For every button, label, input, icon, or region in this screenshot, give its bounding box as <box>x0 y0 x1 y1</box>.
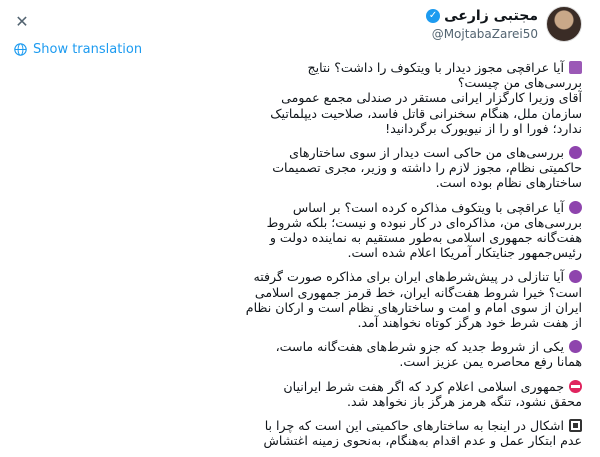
tweet-line <box>18 394 582 409</box>
tweet-line <box>18 433 582 448</box>
tweet-line-text: ساختارهای نظام بوده است. <box>435 175 582 191</box>
tweet-line-text: آیا عراقچی با ویتکوف مذاکره کرده است؟ بر اساس <box>292 199 564 215</box>
tweet-line-text: از هفت شرط خود هرگز کوتاه نخواهند آمد. <box>357 315 582 331</box>
purple-square-icon <box>569 61 582 74</box>
tweet-line-text: است؟ خیرا شروط هفت‌گانه ایران، خط قرمز جمهوری اسلامی <box>254 284 582 300</box>
tweet-line <box>18 300 582 315</box>
tweet-paragraph <box>18 418 582 448</box>
avatar[interactable] <box>546 6 582 42</box>
tweet-line-text: یکی از شروط جدید که جزو شرط‌های هفت‌گانه ماست، <box>275 339 564 355</box>
tweet-line-text: همانا رفع محاصره یمن عزیز است. <box>399 354 582 370</box>
show-translation-label: Show translation <box>33 42 143 57</box>
tweet-line <box>18 106 582 121</box>
tweet-paragraph <box>18 200 582 261</box>
tweet-line <box>18 75 582 90</box>
tweet-line-text: جمهوری اسلامی اعلام کرد که اگر هفت شرط ایرانیان <box>283 378 564 394</box>
tweet-line <box>18 315 582 330</box>
tweet-line <box>18 379 582 394</box>
tweet-line <box>18 230 582 245</box>
show-translation-button[interactable] <box>14 42 142 57</box>
tweet-line-text: بررسی‌های من، مذاکره‌ای در کار نبوده و نیست؛ بلکه شروط <box>266 214 582 230</box>
verified-badge-icon: ✓ <box>426 9 440 23</box>
tweet-line <box>18 245 582 260</box>
author-name: مجتبی زارعی <box>444 8 538 24</box>
tweet-line <box>18 354 582 369</box>
tweet-line-text: ندارد؛ فورا او را از نیویورک برگردانید! <box>385 120 582 136</box>
tweet-paragraph <box>18 145 582 191</box>
tweet-line <box>18 175 582 190</box>
tweet-line <box>18 90 582 105</box>
tweet-line-text: آیا عراقچی مجوز دیدار با ویتکوف را داشت؟ نتایج <box>307 60 564 75</box>
tweet-line <box>18 418 582 433</box>
tweet-line <box>18 215 582 230</box>
tweet-line <box>18 285 582 300</box>
close-icon[interactable]: ✕ <box>15 12 29 31</box>
tweet-line-text: حاکمیتی نظام، مجوز لازم را داشته و وزیر، مجری تصمیمات <box>272 160 582 176</box>
tweet-line-text: محقق نشود، تنگه هرمز هرگز باز نخواهد شد. <box>346 393 582 409</box>
tweet-paragraph <box>18 379 582 409</box>
tweet-line-text: رئیس‌جمهور جنایتکار آمریکا اعلام شده است. <box>347 245 582 261</box>
tweet-line-text: آیا تنازلی در پیش‌شرط‌های ایران برای مذاکره صورت گرفته <box>253 269 564 285</box>
author-handle[interactable]: @MojtabaZarei50 <box>431 27 538 41</box>
tweet-line-text: بررسی‌های من چیست؟ <box>457 75 582 91</box>
globe-icon <box>14 43 27 56</box>
tweet-line-text: سازمان ملل، هنگام سخنرانی قاتل فاسد، صلاحیت دیپلماتیک <box>270 105 582 121</box>
tweet-line <box>18 200 582 215</box>
tweet-header <box>0 0 600 58</box>
tweet-line <box>18 269 582 284</box>
tweet-line <box>18 160 582 175</box>
tweet-paragraph <box>18 269 582 330</box>
tweet-paragraph <box>18 60 582 136</box>
purple-circle-icon <box>569 201 582 214</box>
tweet-line-text: هفت‌گانه جمهوری اسلامی به‌طور مستقیم به نماینده دولت و <box>269 230 582 246</box>
author-name-row[interactable] <box>426 8 538 24</box>
tweet-paragraph <box>18 339 582 369</box>
tweet-line-text: عدم ابتکار عمل و عدم اقدام به‌هنگام، به‌نحوی زمینه اغتشاش <box>263 433 582 449</box>
black-square-icon <box>569 419 582 432</box>
tweet-line <box>18 121 582 136</box>
tweet-line <box>18 145 582 160</box>
tweet-line-text: ایران از سوی امام و امت و ساختارهای نظام است و ارکان نظام <box>245 299 582 315</box>
no-entry-icon <box>569 380 582 393</box>
purple-circle-icon <box>569 340 582 353</box>
tweet-text <box>18 60 582 457</box>
tweet-line-text: بررسی‌های من حاکی است دیدار از سوی ساختارهای <box>289 145 564 161</box>
tweet-line-text: اشکال در اینجا به ساختارهای حاکمیتی این است که چرا با <box>264 418 564 434</box>
tweet-line <box>18 339 582 354</box>
purple-circle-icon <box>569 270 582 283</box>
tweet-line <box>18 60 582 75</box>
tweet-line-text: آقای وزیرا کارگزار ایرانی مستقر در صندلی مجمع عمومی <box>281 90 582 106</box>
purple-circle-icon <box>569 146 582 159</box>
